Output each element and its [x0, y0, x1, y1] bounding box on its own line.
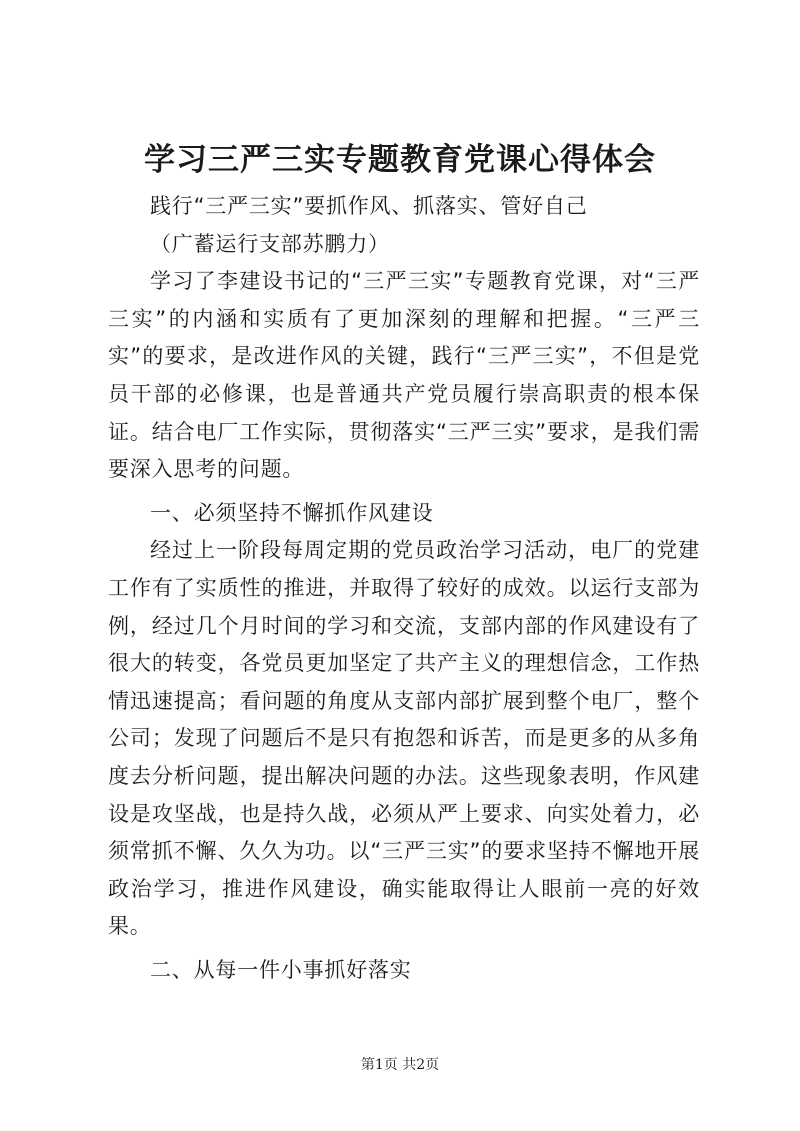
page-footer: 第1页 共2页: [360, 1057, 440, 1073]
document-body: [108, 188, 700, 989]
author-line: （广蓄运行支部苏鹏力）: [150, 231, 390, 256]
document-title: 学习三严三实专题教育党课心得体会: [144, 142, 656, 178]
section-heading-1: 一、必须坚持不懈抓作风建设: [150, 500, 434, 525]
section-heading-2: 二、从每一件小事抓好落实: [150, 957, 412, 982]
paragraph-section-1: 经过上一阶段每周定期的党员政治学习活动，电厂的党建工作有了实质性的推进，并取得了较好的成效。以运行支部为例，经过几个月时间的学习和交流，支部内部的作风建设有了很大的转变，各党员更加坚定了共产主义的理想信念，工作热情迅速提高；看问题的角度从支部内部扩展到整个电厂，整个公司；发现了问题后不是只有抱怨和诉苦，而是更多的从多角度去分析问题，提出解决问题的办法。这些现象表明，作风建设是攻坚战，也是持久战，必须从严上要求、向实处着力，必须常抓不懈、久久为功。以“三严三实”的要求坚持不懈地开展政治学习，推进作风建设，确实能取得让人眼前一亮的好效果。: [108, 538, 700, 939]
paragraph-intro: 学习了李建设书记的“三严三实”专题教育党课，对“三严三实”的内涵和实质有了更加深刻的理解和把握。“三严三实”的要求，是改进作风的关键，践行“三严三实”，不但是党员干部的必修课，也是普通共产党员履行崇高职责的根本保证。结合电厂工作实际，贯彻落实“三严三实”要求，是我们需要深入思考的问题。: [108, 269, 700, 482]
subtitle: 践行“三严三实”要抓作风、抓落实、管好自己: [150, 194, 588, 218]
